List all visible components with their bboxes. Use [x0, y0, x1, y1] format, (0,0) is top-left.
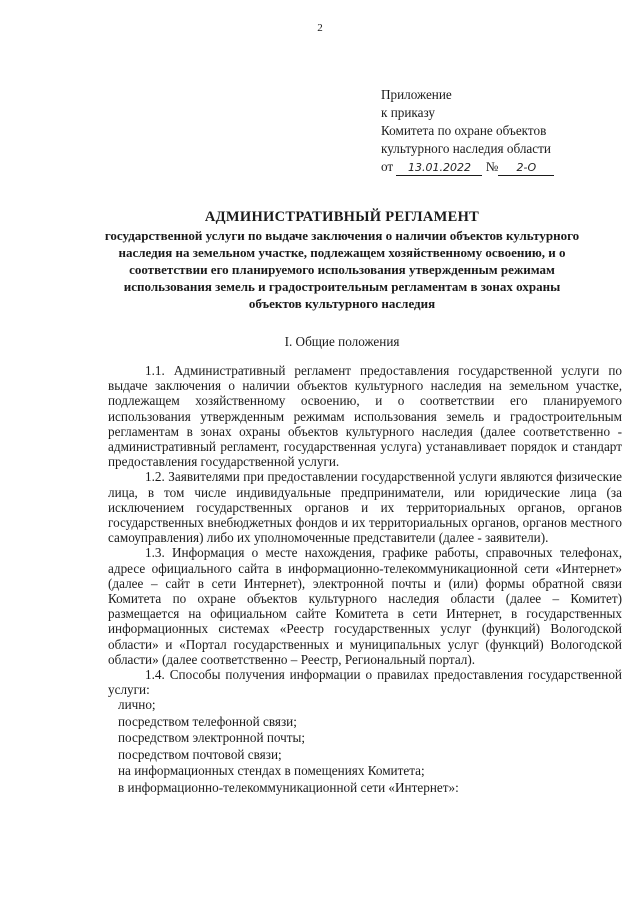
document-title-block — [100, 207, 584, 312]
section-heading: I. Общие положения — [284, 334, 400, 349]
order-reference — [381, 158, 554, 176]
appendix-line: культурного наследия области — [381, 141, 551, 156]
document-title: АДМИНИСТРАТИВНЫЙ РЕГЛАМЕНТ — [204, 209, 480, 225]
list-item: на информационных стендах в помещениях Комитета; — [118, 763, 425, 779]
appendix-line: Приложение — [381, 87, 452, 102]
paragraph: 1.1. Административный регламент предоставления государственной услуги по выдаче заключения о наличии объектов культурного наследия на земельном участке, подлежащем хозяйственному освоению, и о соответствии его планируемого использования утвержденным режимам использования земель и градостроительным регламентам в зонах охраны объектов культурного наследия (далее соответственно - административный регламент, государственная услуга) устанавливает порядок и стандарт предоставления государственной услуги. — [108, 363, 622, 470]
order-number-handwritten: 2-О — [498, 161, 554, 176]
list-item: посредством электронной почты; — [118, 730, 306, 746]
paragraph: 1.3. Информация о месте нахождения, графике работы, справочных телефонах, адресе официального сайта в информационно-телекоммуникационной сети «Интернет» (далее – сайт в сети Интернет), электронной почты и (или) формы обратной связи Комитета по охране объектов культурного наследия области (далее – Комитет) размещается на официальном сайте Комитета в сети Интернет, в государственных информационных системах «Реестр государственных услуг (функций) Вологодской области» и «Портал государственных и муниципальных услуг (функций) Вологодской области» (далее соответственно – Реестр, Региональный портал). — [108, 545, 622, 667]
list-item: лично; — [118, 697, 156, 713]
appendix-block — [381, 86, 554, 176]
paragraph: 1.4. Способы получения информации о правилах предоставления государственной услуги: — [108, 667, 622, 698]
order-number-label: № — [485, 159, 499, 174]
appendix-line: к приказу — [381, 105, 435, 120]
list-item: в информационно-телекоммуникационной сети «Интернет»: — [118, 779, 459, 795]
list-item: посредством телефонной связи; — [118, 713, 297, 729]
order-prefix: от — [381, 159, 394, 174]
section-body — [108, 363, 622, 796]
appendix-line: Комитета по охране объектов — [381, 123, 547, 138]
list-item: посредством почтовой связи; — [118, 746, 282, 762]
order-date-handwritten: 13.01.2022 — [396, 161, 482, 176]
page-number: 2 — [317, 22, 323, 34]
document-subtitle: государственной услуги по выдаче заключения о наличии объектов культурного наследия на земельном участке, подлежащем хозяйственному освоению, и о соответствии его планируемого использования утвержденным режимам использования земель и градостроительным регламентам в зонах охраны объектов культурного наследия — [104, 228, 580, 311]
paragraph: 1.2. Заявителями при предоставлении государственной услуги являются физические лица, в том числе индивидуальные предприниматели, или юридические лица (за исключением государственных органов и их территориальных органов, органов государственных внебюджетных фондов и их территориальных органов, органов местного самоуправления) либо их уполномоченные представители (далее - заявители). — [108, 469, 622, 546]
